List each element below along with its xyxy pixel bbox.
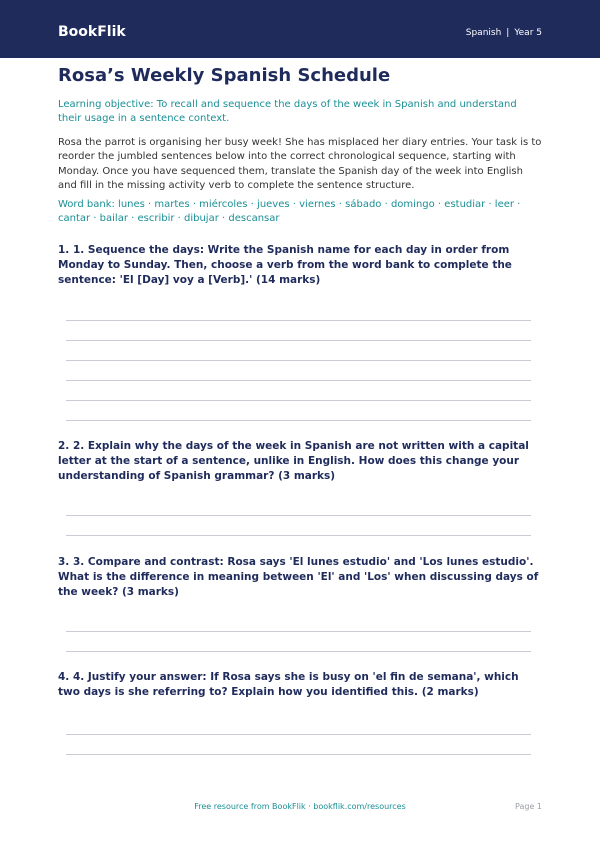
year-label: Year 5 bbox=[514, 28, 542, 38]
answer-line[interactable] bbox=[66, 754, 531, 755]
footer-link-text[interactable]: Free resource from BookFlik · bookflik.com/resources bbox=[194, 802, 406, 811]
answer-line[interactable] bbox=[66, 340, 531, 341]
answer-line[interactable] bbox=[66, 535, 531, 536]
answer-line[interactable] bbox=[66, 651, 531, 652]
question-4: 4. 4. Justify your answer: If Rosa says she is busy on 'el fin de semana', which two days is she referring to? Explain how you identified this. (2 marks) bbox=[58, 671, 519, 698]
answer-line[interactable] bbox=[66, 734, 531, 735]
answer-line[interactable] bbox=[66, 320, 531, 321]
word-bank: Word bank: lunes · martes · miércoles · jueves · viernes · sábado · domingo · estudiar · leer · cantar · bailar · escribir · dibujar · descansar bbox=[58, 199, 521, 225]
answer-line[interactable] bbox=[66, 631, 531, 632]
answer-line[interactable] bbox=[66, 360, 531, 361]
intro-paragraph: Rosa the parrot is organising her busy week! She has misplaced her diary entries. Your task is to reorder the jumbled sentences below into the correct chronological sequence, starting with Monday. Once you have sequenced them, translate the Spanish day of the week into English and fill in the missing activity verb to complete the sentence structure. bbox=[58, 137, 542, 192]
question-2: 2. 2. Explain why the days of the week in Spanish are not written with a capital letter at the start of a sentence, unlike in English. How does this change your understanding of Spanish grammar? (3 marks) bbox=[58, 440, 529, 482]
page-number: Page 1 bbox=[515, 802, 542, 811]
page-title: Rosa’s Weekly Spanish Schedule bbox=[58, 65, 391, 86]
answer-line[interactable] bbox=[66, 400, 531, 401]
answer-line[interactable] bbox=[66, 380, 531, 381]
subject-year-label bbox=[466, 27, 542, 39]
separator: | bbox=[506, 28, 510, 38]
answer-line[interactable] bbox=[66, 515, 531, 516]
page-header bbox=[0, 0, 600, 58]
brand-logo: BookFlik bbox=[58, 24, 126, 40]
question-3: 3. 3. Compare and contrast: Rosa says 'El lunes estudio' and 'Los lunes estudio'. What is the difference in meaning between 'El' and 'Los' when discussing days of the week? (3 marks) bbox=[58, 556, 539, 598]
answer-line[interactable] bbox=[66, 420, 531, 421]
question-1: 1. 1. Sequence the days: Write the Spanish name for each day in order from Monday to Sunday. Then, choose a verb from the word bank to complete the sentence: 'El [Day] voy a [Verb].' (14 marks) bbox=[58, 244, 512, 286]
learning-objective: Learning objective: To recall and sequence the days of the week in Spanish and understand their usage in a sentence context. bbox=[58, 99, 517, 124]
subject-label: Spanish bbox=[465, 28, 502, 38]
